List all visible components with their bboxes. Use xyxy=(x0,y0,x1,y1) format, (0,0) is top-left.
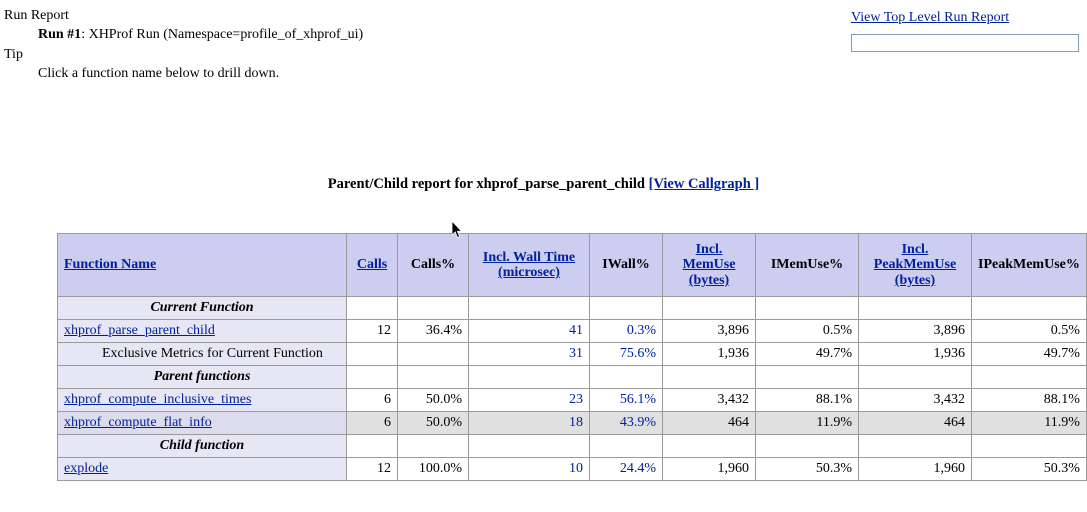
column-header-calls-pct: Calls% xyxy=(398,234,469,297)
run-number: Run #1 xyxy=(38,27,82,42)
ipeakmemuse-pct-cell: 50.3% xyxy=(972,458,1087,481)
section-blank-cell xyxy=(469,297,590,320)
calls-pct-cell: 50.0% xyxy=(398,389,469,412)
section-blank-cell xyxy=(469,435,590,458)
function-name-cell[interactable] xyxy=(58,412,347,435)
view-callgraph-link[interactable]: [View Callgraph ] xyxy=(648,176,760,192)
table-row xyxy=(58,343,1087,366)
incl-wall-time-cell: 31 xyxy=(469,343,590,366)
section-blank-cell xyxy=(972,297,1087,320)
calls-cell: 12 xyxy=(347,458,398,481)
section-label: Parent functions xyxy=(58,366,347,389)
section-blank-cell xyxy=(756,435,859,458)
calls-pct-cell xyxy=(398,343,469,366)
column-header-function-name[interactable] xyxy=(58,234,347,297)
function-name-link[interactable]: xhprof_compute_flat_info xyxy=(64,415,212,430)
iwall-pct-cell: 56.1% xyxy=(590,389,663,412)
function-name-link[interactable]: xhprof_parse_parent_child xyxy=(64,323,215,338)
calls-pct-cell: 36.4% xyxy=(398,320,469,343)
incl-memuse-cell: 1,936 xyxy=(663,343,756,366)
wall-line2: (microsec) xyxy=(498,265,560,280)
function-name-text: Exclusive Metrics for Current Function xyxy=(102,346,323,361)
table-head xyxy=(58,234,1087,297)
tip-text: Click a function name below to drill down. xyxy=(38,66,280,81)
incl-peakmemuse-cell: 3,432 xyxy=(859,389,972,412)
iwall-pct-cell: 75.6% xyxy=(590,343,663,366)
section-row xyxy=(58,435,1087,458)
iwall-pct-cell: 24.4% xyxy=(590,458,663,481)
calls-pct-cell: 50.0% xyxy=(398,412,469,435)
table-body xyxy=(58,297,1087,481)
calls-cell: 12 xyxy=(347,320,398,343)
sort-calls-link[interactable]: Calls xyxy=(356,257,388,273)
tip-label: Tip xyxy=(4,47,23,62)
section-blank-cell xyxy=(398,297,469,320)
function-name-link[interactable]: explode xyxy=(64,461,109,476)
ipeakmemuse-pct-cell: 49.7% xyxy=(972,343,1087,366)
run-report-label: Run Report xyxy=(4,8,69,23)
report-table xyxy=(57,233,1087,481)
calls-cell xyxy=(347,343,398,366)
calls-cell: 6 xyxy=(347,412,398,435)
section-blank-cell xyxy=(398,435,469,458)
search-input[interactable] xyxy=(851,34,1079,52)
incl-wall-time-cell: 10 xyxy=(469,458,590,481)
mem-line1: Incl. xyxy=(695,241,723,257)
table-row xyxy=(58,412,1087,435)
incl-peakmemuse-cell: 1,960 xyxy=(859,458,972,481)
sort-incl-wall-time-link[interactable] xyxy=(483,250,575,280)
section-row xyxy=(58,297,1087,320)
incl-wall-time-cell: 23 xyxy=(469,389,590,412)
sort-function-name-link[interactable]: Function Name xyxy=(64,257,157,273)
ipeakmemuse-pct-cell: 11.9% xyxy=(972,412,1087,435)
column-header-imemuse-pct: IMemUse% xyxy=(756,234,859,297)
ipeakmemuse-pct-cell: 88.1% xyxy=(972,389,1087,412)
peak-line2: PeakMemUse xyxy=(873,257,957,273)
section-blank-cell xyxy=(469,366,590,389)
peak-line3: (bytes) xyxy=(894,272,936,288)
section-blank-cell xyxy=(663,297,756,320)
wall-line1: Incl. Wall Time xyxy=(482,249,576,265)
incl-peakmemuse-cell: 3,896 xyxy=(859,320,972,343)
section-blank-cell xyxy=(590,435,663,458)
incl-peakmemuse-cell: 1,936 xyxy=(859,343,972,366)
page-header xyxy=(0,0,1087,82)
section-blank-cell xyxy=(859,366,972,389)
section-row xyxy=(58,366,1087,389)
imemuse-pct-cell: 50.3% xyxy=(756,458,859,481)
section-blank-cell xyxy=(859,435,972,458)
incl-peakmemuse-cell: 464 xyxy=(859,412,972,435)
function-name-cell xyxy=(58,343,347,366)
column-header-incl-memuse[interactable] xyxy=(663,234,756,297)
peak-line1: Incl. xyxy=(901,241,929,257)
incl-wall-time-cell: 41 xyxy=(469,320,590,343)
report-title xyxy=(0,176,1087,193)
table-row xyxy=(58,389,1087,412)
view-top-level-run-report-link[interactable]: View Top Level Run Report xyxy=(851,10,1010,25)
imemuse-pct-cell: 49.7% xyxy=(756,343,859,366)
section-blank-cell xyxy=(756,366,859,389)
section-blank-cell xyxy=(756,297,859,320)
column-header-ipeakmemuse-pct: IPeakMemUse% xyxy=(972,234,1087,297)
run-namespace: : XHProf Run (Namespace=profile_of_xhprof_ui) xyxy=(81,27,364,42)
section-blank-cell xyxy=(347,297,398,320)
table-row xyxy=(58,320,1087,343)
incl-memuse-cell: 3,432 xyxy=(663,389,756,412)
section-label: Child function xyxy=(58,435,347,458)
imemuse-pct-cell: 0.5% xyxy=(756,320,859,343)
function-name-link[interactable]: xhprof_compute_inclusive_times xyxy=(64,392,252,407)
sort-incl-peakmemuse-link[interactable] xyxy=(874,242,956,288)
function-name-cell[interactable] xyxy=(58,320,347,343)
iwall-pct-cell: 43.9% xyxy=(590,412,663,435)
ipeakmemuse-pct-cell: 0.5% xyxy=(972,320,1087,343)
calls-cell: 6 xyxy=(347,389,398,412)
table-header-row xyxy=(58,234,1087,297)
section-blank-cell xyxy=(347,366,398,389)
section-blank-cell xyxy=(859,297,972,320)
section-blank-cell xyxy=(663,366,756,389)
imemuse-pct-cell: 11.9% xyxy=(756,412,859,435)
incl-memuse-cell: 1,960 xyxy=(663,458,756,481)
incl-wall-time-cell: 18 xyxy=(469,412,590,435)
column-header-incl-wall-time[interactable] xyxy=(469,234,590,297)
section-blank-cell xyxy=(590,366,663,389)
imemuse-pct-cell: 88.1% xyxy=(756,389,859,412)
section-blank-cell xyxy=(398,366,469,389)
incl-memuse-cell: 464 xyxy=(663,412,756,435)
table-row xyxy=(58,458,1087,481)
section-blank-cell xyxy=(972,366,1087,389)
column-header-calls[interactable] xyxy=(347,234,398,297)
column-header-incl-peakmemuse[interactable] xyxy=(859,234,972,297)
incl-memuse-cell: 3,896 xyxy=(663,320,756,343)
mem-line2: MemUse xyxy=(682,257,736,273)
function-name-cell[interactable] xyxy=(58,458,347,481)
section-label: Current Function xyxy=(58,297,347,320)
report-title-text: Parent/Child report for xhprof_parse_parent_child xyxy=(327,176,649,192)
top-right-controls xyxy=(851,10,1087,52)
calls-pct-cell: 100.0% xyxy=(398,458,469,481)
mem-line3: (bytes) xyxy=(688,272,730,288)
parent-child-report xyxy=(57,233,1087,481)
function-name-cell[interactable] xyxy=(58,389,347,412)
section-blank-cell xyxy=(663,435,756,458)
section-blank-cell xyxy=(972,435,1087,458)
sort-incl-memuse-link[interactable] xyxy=(683,242,736,288)
section-blank-cell xyxy=(590,297,663,320)
column-header-iwall-pct: IWall% xyxy=(590,234,663,297)
iwall-pct-cell: 0.3% xyxy=(590,320,663,343)
section-blank-cell xyxy=(347,435,398,458)
